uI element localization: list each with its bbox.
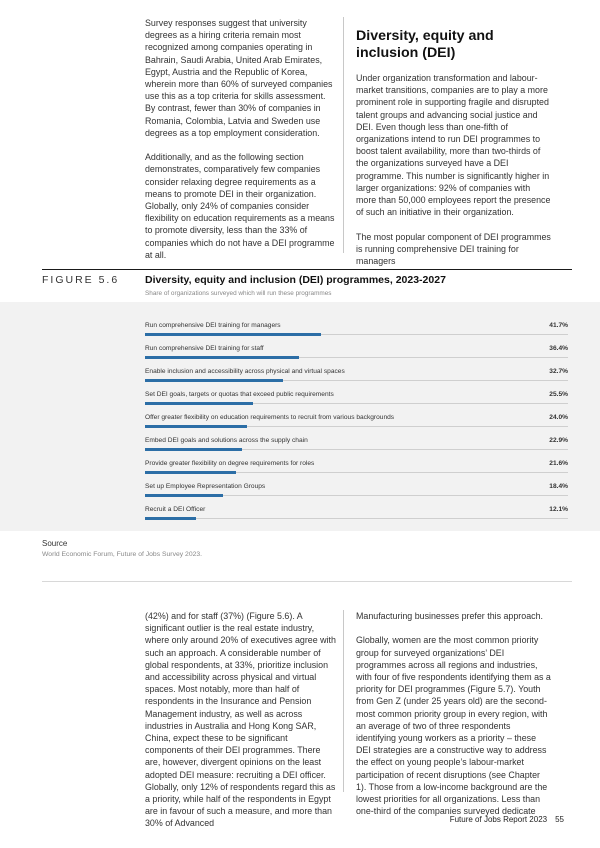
- paragraph: The most popular component of DEI programmes is running comprehensive DEI training for managers: [356, 231, 551, 267]
- column-divider: [343, 610, 344, 792]
- bar-value-label: 21.6%: [549, 460, 568, 467]
- bar-row: [145, 460, 568, 484]
- bar-label: Enable inclusion and accessibility across physical and virtual spaces: [145, 368, 345, 375]
- bar-value-label: 18.4%: [549, 483, 568, 490]
- bar-row: [145, 368, 568, 392]
- bar-label: Recruit a DEI Officer: [145, 506, 206, 513]
- bar: [145, 517, 196, 520]
- bar-value-label: 41.7%: [549, 322, 568, 329]
- bar-row: [145, 437, 568, 461]
- bar: [145, 471, 236, 474]
- page-number: 55: [555, 815, 564, 824]
- figure-subtitle: Share of organizations surveyed which will run these programmes: [145, 290, 332, 297]
- paragraph: Survey responses suggest that university degrees as a hiring criteria remain most recognized among companies operating in Bahrain, Saudi Arabia, United Arab Emirates, Egypt, Austria and the Republic of Korea, wherein more than 60% of surveyed companies use this as a top criteria for skills assessment. By contrast, fewer than 30% of companies in Romania, Colombia, Latvia and Sweden use degrees as a top employment consideration.: [145, 18, 333, 138]
- paragraph: (42%) and for staff (37%) (Figure 5.6). A significant outlier is the real estate industry, where only around 20% of executives agree with such an approach. A considerable number of global respondents, at 33%, prioritize inclusion and accessibility across physical and virtual spaces. Most notably, more than half of respondents in the Insurance and Pension Management industry, as well as across industries in Australia and Hong Kong SAR, China, expect these to be significant components of their DEI programmes. There are, however, divergent opinions on the least adopted DEI measure: recruiting a DEI officer. Globally, only 12% of respondents regard this as a priority, while half of the respondents in Egypt are in favour of such a measure, and more than 30% of Advanced: [145, 611, 336, 829]
- bar-label: Provide greater flexibility on degree requirements for roles: [145, 460, 315, 467]
- bar-row: [145, 483, 568, 507]
- bar-label: Embed DEI goals and solutions across the supply chain: [145, 437, 308, 444]
- bar-track: [145, 518, 568, 519]
- figure-label: FIGURE 5.6: [42, 274, 120, 286]
- bar-value-label: 32.7%: [549, 368, 568, 375]
- source-text: World Economic Forum, Future of Jobs Survey 2023.: [42, 551, 203, 558]
- report-name: Future of Jobs Report 2023: [449, 815, 548, 824]
- paragraph: Under organization transformation and labour-market transitions, companies are to play a more prominent role in supporting fragile and disrupted talent groups and advancing social justice and DEI. Even though less than one-fifth of organizations intend to run DEI programmes to boost talent availability, more than two-thirds of the organizations surveyed have a DEI programme. This number is significantly higher in larger organizations: 92% of companies with more than 50,000 employees report the presence of such an initiative in their organization.: [356, 73, 551, 218]
- figure-top-rule: [42, 269, 572, 270]
- column-divider: [343, 17, 344, 253]
- bar-label: Set DEI goals, targets or quotas that exceed public requirements: [145, 391, 334, 398]
- top-right-column: [356, 28, 552, 267]
- bar-value-label: 24.0%: [549, 414, 568, 421]
- bar: [145, 425, 247, 428]
- bar: [145, 379, 283, 382]
- bar: [145, 402, 253, 405]
- bar-value-label: 22.9%: [549, 437, 568, 444]
- bar-row: [145, 414, 568, 438]
- bar-label: Set up Employee Representation Groups: [145, 483, 266, 490]
- source-label: Source: [42, 539, 68, 548]
- bar-label: Run comprehensive DEI training for staff: [145, 345, 264, 352]
- bar-row: [145, 322, 568, 346]
- bar-value-label: 25.5%: [549, 391, 568, 398]
- bar-label: Run comprehensive DEI training for managers: [145, 322, 281, 329]
- bar-row: [145, 391, 568, 415]
- bar-value-label: 12.1%: [549, 506, 568, 513]
- bar: [145, 333, 321, 336]
- bar-value-label: 36.4%: [549, 345, 568, 352]
- bar: [145, 356, 299, 359]
- page-footer: [450, 815, 564, 824]
- figure-title: Diversity, equity and inclusion (DEI) programmes, 2023-2027: [145, 274, 446, 286]
- paragraph: Additionally, and as the following section demonstrates, comparatively few companies consider relaxing degree requirements as a means to promote DEI in their organization. Globally, only 24% of companies consider flexibility on education requirements as a means to promote diversity, less than the 33% of companies which do not have a DEI programme at all.: [145, 152, 335, 260]
- bar-row: [145, 345, 568, 369]
- bar-row: [145, 506, 568, 530]
- bar: [145, 494, 223, 497]
- source-divider: [42, 581, 572, 582]
- bottom-left-column: [145, 610, 337, 830]
- section-heading: Diversity, equity and inclusion (DEI): [356, 28, 494, 61]
- bar: [145, 448, 242, 451]
- top-left-column: [145, 17, 337, 261]
- bar-label: Offer greater flexibility on education requirements to recruit from various backgrounds: [145, 414, 395, 421]
- paragraph: Manufacturing businesses prefer this approach.: [356, 611, 543, 621]
- paragraph: Globally, women are the most common priority group for surveyed organizations’ DEI programmes across all regions and industries, with four of five respondents identifying them as a priority for DEI programmes (Figure 5.7). Youth from Gen Z (under 25 years old) are the second-most common priority group in every region, with an average of two of three respondents identifying young workers as a priority – these DEI strategies are a constructive way to address the effect on young people’s labour-market participation of recent disruptions (see Chapter 1). Those from a low-income background are the lowest priorities for all organizations. Less than one-third of the companies surveyed dedicate: [356, 635, 551, 817]
- bottom-right-column: [356, 610, 552, 817]
